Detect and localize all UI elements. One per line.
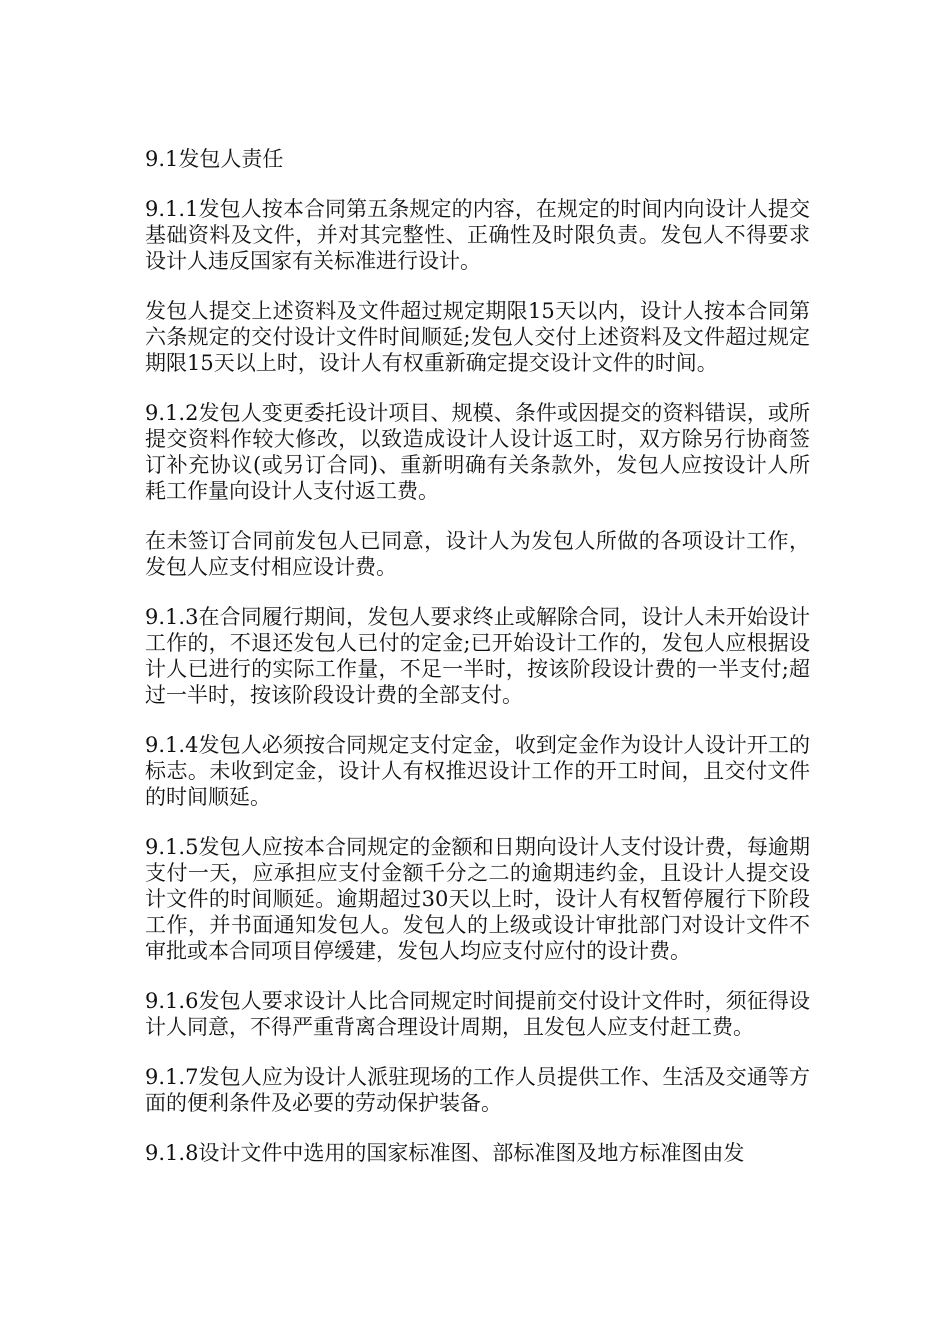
paragraph-9-1-5: 9.1.5发包人应按本合同规定的金额和日期向设计人支付设计费，每逾期支付一天，应承担应支付金额千分之二的逾期违约金，且设计人提交设计文件的时间顺延。逾期超过30天以上时，设计人有权暂停履行下阶段工作，并书面通知发包人。发包人的上级或设计审批部门对设计文件不审批或本合同项目停缓建，发包人均应支付应付的设计费。 [145, 835, 810, 963]
paragraph-9-1-1: 9.1.1发包人按本合同第五条规定的内容，在规定的时间内向设计人提交基础资料及文件，并对其完整性、正确性及时限负责。发包人不得要求设计人违反国家有关标准进行设计。 [145, 197, 810, 273]
paragraph-9-1-1-continued: 发包人提交上述资料及文件超过规定期限15天以内，设计人按本合同第六条规定的交付设计文件时间顺延;发包人交付上述资料及文件超过规定期限15天以上时，设计人有权重新确定提交设计文件的时间。 [145, 299, 810, 375]
paragraph-9-1-2-continued: 在未签订合同前发包人已同意，设计人为发包人所做的各项设计工作，发包人应支付相应设计费。 [145, 529, 810, 579]
paragraph-9-1-6: 9.1.6发包人要求设计人比合同规定时间提前交付设计文件时，须征得设计人同意，不得严重背离合理设计周期，且发包人应支付赶工费。 [145, 989, 810, 1039]
paragraph-9-1-2: 9.1.2发包人变更委托设计项目、规模、条件或因提交的资料错误，或所提交资料作较大修改，以致造成设计人设计返工时，双方除另行协商签订补充协议(或另订合同)、重新明确有关条款外，发包人应按设计人所耗工作量向设计人支付返工费。 [145, 401, 810, 503]
paragraph-9-1-4: 9.1.4发包人必须按合同规定支付定金，收到定金作为设计人设计开工的标志。未收到定金，设计人有权推迟设计工作的开工时间，且交付文件的时间顺延。 [145, 733, 810, 809]
document-page [145, 146, 810, 1190]
paragraph-9-1-8: 9.1.8设计文件中选用的国家标准图、部标准图及地方标准图由发 [145, 1141, 745, 1165]
section-heading: 9.1发包人责任 [145, 147, 284, 171]
paragraph-9-1-3: 9.1.3在合同履行期间，发包人要求终止或解除合同，设计人未开始设计工作的，不退还发包人已付的定金;已开始设计工作的，发包人应根据设计人已进行的实际工作量，不足一半时，按该阶段设计费的一半支付;超过一半时，按该阶段设计费的全部支付。 [145, 605, 810, 707]
paragraph-9-1-7: 9.1.7发包人应为设计人派驻现场的工作人员提供工作、生活及交通等方面的便利条件及必要的劳动保护装备。 [145, 1065, 810, 1115]
